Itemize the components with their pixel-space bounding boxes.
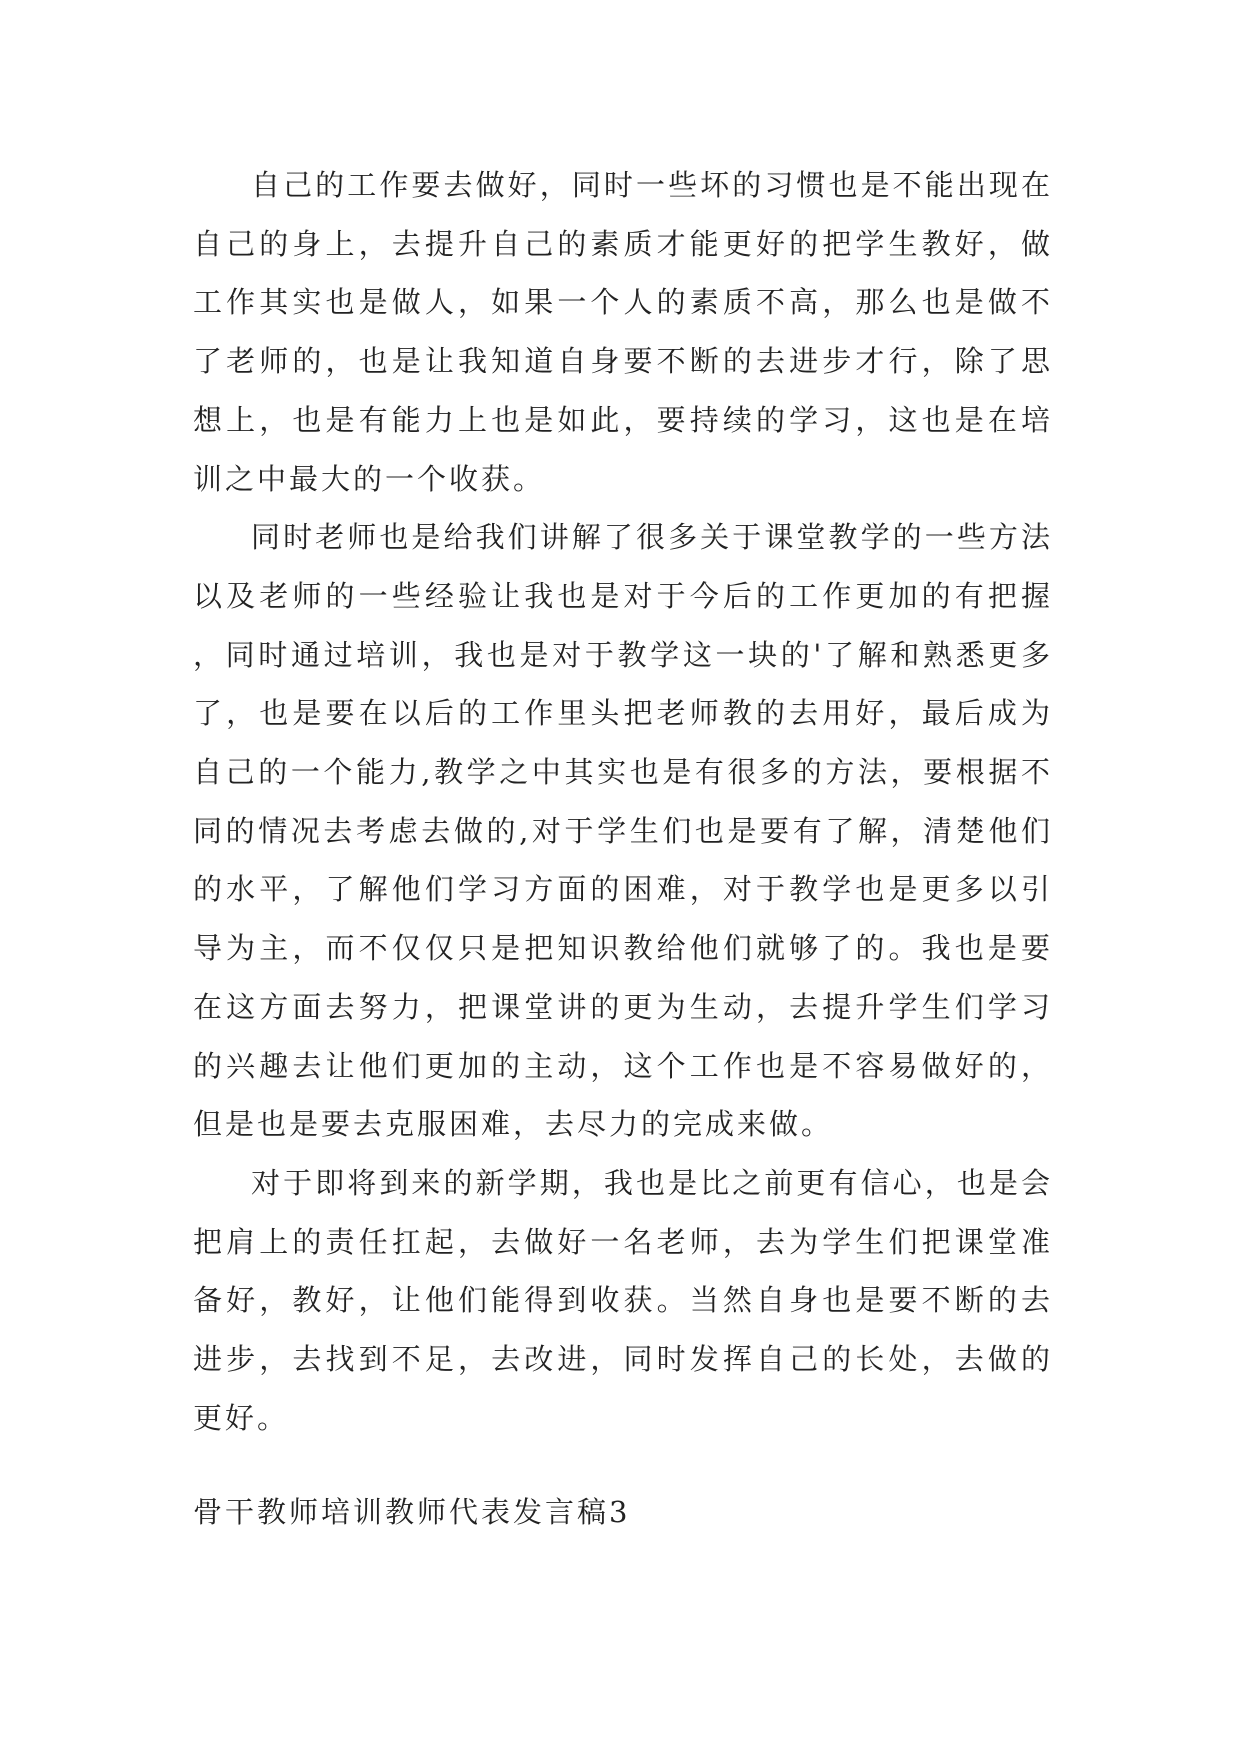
paragraph-2: 同时老师也是给我们讲解了很多关于课堂教学的一些方法以及老师的一些经验让我也是对于今后的工作更加的有把握，同时通过培训，我也是对于教学这一块的'了解和熟悉更多了，也是要在以后的工作里头把老师教的去用好，最后成为自己的一个能力,教学之中其实也是有很多的方法，要根据不同的情况去考虑去做的,对于学生们也是要有了解，清楚他们的水平，了解他们学习方面的困难，对于教学也是更多以引导为主，而不仅仅只是把知识教给他们就够了的。我也是要在这方面去努力，把课堂讲的更为生动，去提升学生们学习的兴趣去让他们更加的主动，这个工作也是不容易做好的，但是也是要去克服困难，去尽力的完成来做。	[193, 520, 1053, 1142]
section-heading: 骨干教师培训教师代表发言稿3	[193, 1495, 631, 1529]
document-body	[193, 156, 1053, 1447]
paragraph-3: 对于即将到来的新学期，我也是比之前更有信心，也是会把肩上的责任扛起，去做好一名老师，去为学生们把课堂准备好，教好，让他们能得到收获。当然自身也是要不断的去进步，去找到不足，去改进，同时发挥自己的长处，去做的更好。	[193, 1165, 1053, 1435]
paragraph-1: 自己的工作要去做好，同时一些坏的习惯也是不能出现在自己的身上，去提升自己的素质才能更好的把学生教好，做工作其实也是做人，如果一个人的素质不高，那么也是做不了老师的，也是让我知道自身要不断的去进步才行，除了思想上，也是有能力上也是如此，要持续的学习，这也是在培训之中最大的一个收获。	[193, 168, 1053, 496]
